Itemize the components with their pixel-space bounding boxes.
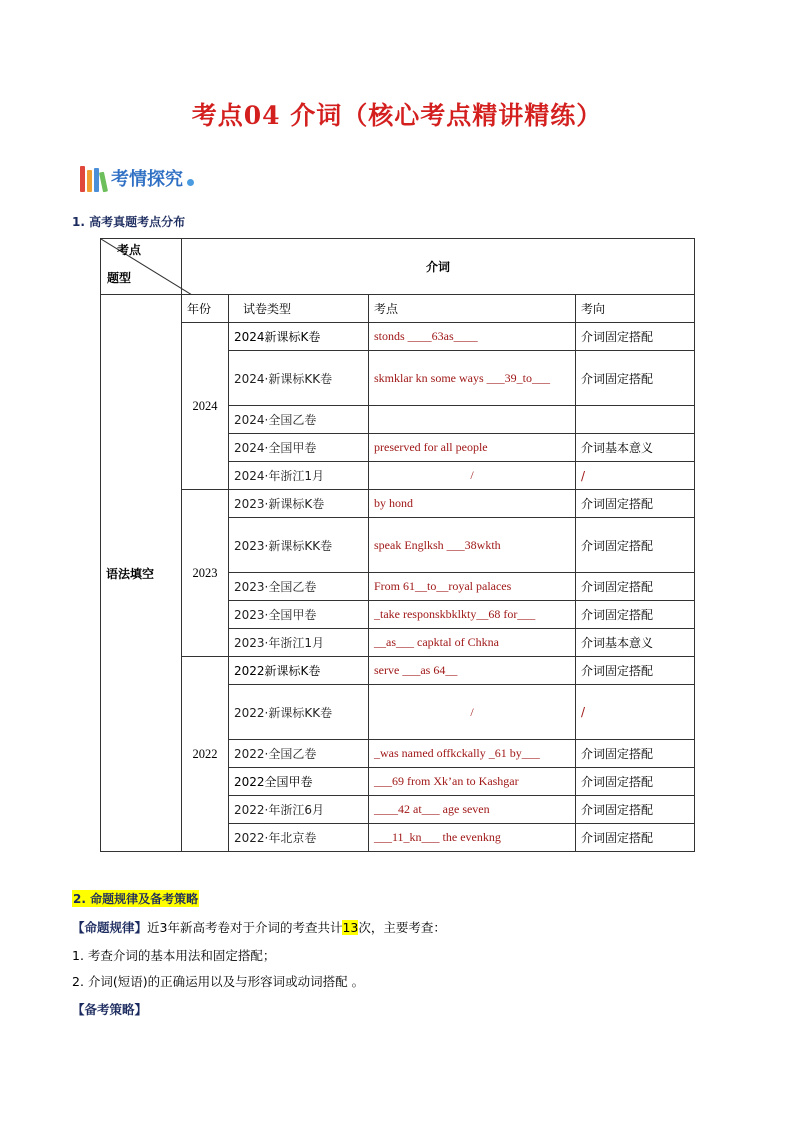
paper-cell: 2024·全国乙卷 [229,406,369,434]
banner-title: 考情探究 [111,169,183,190]
focus-cell [576,406,695,434]
table-row [101,323,695,351]
paper-cell: 2022·全国乙卷 [229,740,369,768]
table-row [101,490,695,518]
section-banner [80,160,194,196]
point-cell: / [369,462,576,490]
point-cell: speak Englksh ___38wkth [369,518,576,573]
year-cell: 2023 [182,490,229,657]
paper-cell: 2022新课标K卷 [229,657,369,685]
point-cell: / [369,685,576,740]
row-label-cell: 语法填空 [101,295,182,852]
focus-cell: 介词固定搭配 [576,768,695,796]
rule-count: 13 [342,920,359,935]
focus-cell: / [576,685,695,740]
rule-paragraph [72,918,446,936]
focus-cell: 介词固定搭配 [576,351,695,406]
paper-cell: 2023·全国乙卷 [229,573,369,601]
focus-cell: 介词基本意义 [576,629,695,657]
paper-cell: 2022·年北京卷 [229,824,369,852]
paper-cell: 2024·年浙江1月 [229,462,369,490]
paper-cell: 2024·全国甲卷 [229,434,369,462]
section1-heading: 1. 高考真题考点分布 [72,215,186,229]
paper-cell: 2023·新课标KK卷 [229,518,369,573]
col-paper-header: 试卷类型 [229,295,369,323]
focus-cell: 介词固定搭配 [576,796,695,824]
exam-distribution-table [100,238,695,852]
point-cell: preserved for all people [369,434,576,462]
focus-cell: 介词固定搭配 [576,490,695,518]
point-cell: __as___ capktal of Chkna [369,629,576,657]
paper-cell: 2023·全国甲卷 [229,601,369,629]
rule-label: 【命题规律】 [72,920,148,935]
books-icon [80,164,108,192]
corner-header-cell [101,239,182,295]
point-cell: From 61__to__royal palaces [369,573,576,601]
point-cell: skmklar kn some ways ___39_to___ [369,351,576,406]
diagonal-line [101,239,192,295]
point-cell: by hond [369,490,576,518]
paper-cell: 2023·新课标K卷 [229,490,369,518]
col-year-header: 年份 [182,295,229,323]
year-cell: 2024 [182,323,229,490]
corner-top-label: 考点 [116,243,141,257]
focus-cell: 介词固定搭配 [576,601,695,629]
focus-cell: 介词固定搭配 [576,657,695,685]
section2-heading: 2. 命题规律及备考策略 [73,892,199,906]
paper-cell: 2022·年浙江6月 [229,796,369,824]
focus-cell: 介词固定搭配 [576,824,695,852]
main-header: 介词 [182,239,695,295]
banner-dot-icon [187,179,194,186]
point-cell: ____42 at___ age seven [369,796,576,824]
col-point-header: 考点 [369,295,576,323]
paper-cell: 2024·新课标KK卷 [229,351,369,406]
point-cell: ___69 from Xk’an to Kashgar [369,768,576,796]
focus-cell: 介词基本意义 [576,434,695,462]
rule-text-before: 近3年新高考卷对于介词的考查共计 [147,920,343,935]
focus-cell: 介词固定搭配 [576,323,695,351]
year-cell: 2022 [182,657,229,852]
point-cell: _take responskbklkty__68 for___ [369,601,576,629]
focus-cell: 介词固定搭配 [576,740,695,768]
focus-cell: 介词固定搭配 [576,518,695,573]
focus-cell: / [576,462,695,490]
rule-item-2: 2. 介词(短语)的正确运用以及与形容词或动词搭配 。 [72,974,365,989]
point-cell [369,406,576,434]
point-cell: ___11_kn___ the evenkng [369,824,576,852]
table-row [101,657,695,685]
focus-cell: 介词固定搭配 [576,573,695,601]
paper-cell: 2022·新课标KK卷 [229,685,369,740]
strategy-label: 【备考策略】 [72,1002,148,1017]
point-cell: serve ___as 64__ [369,657,576,685]
paper-cell: 2022全国甲卷 [229,768,369,796]
paper-cell: 2024新课标K卷 [229,323,369,351]
rule-text-after: 次，主要考查： [358,920,446,935]
point-cell: _was named offkckally _61 by___ [369,740,576,768]
paper-cell: 2023·年浙江1月 [229,629,369,657]
col-focus-header: 考向 [576,295,695,323]
page-title: 考点04 介词（核心考点精讲精练） [191,101,603,130]
rule-item-1: 1. 考查介词的基本用法和固定搭配； [72,948,276,963]
corner-bottom-label: 题型 [107,271,132,285]
point-cell: stonds ____63as____ [369,323,576,351]
